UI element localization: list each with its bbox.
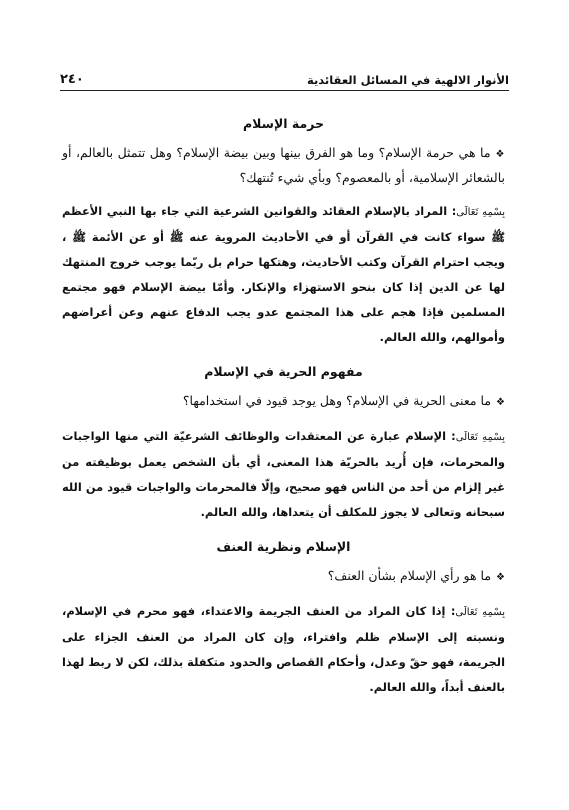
section-violence <box>62 539 505 700</box>
section-islam-sanctity <box>62 116 505 350</box>
answer-text: : المراد بالإسلام العقائد والقوانين الشرعية التي جاء بها النبي الأعظم ﷺ سواء كانت في القرآن أو في الأحاديث المروية عنه ﷺ أو عن الأئمة ﷺ ، ويجب احترام القرآن وكتب الأحاديث، وهتكها حرام بل ربّما يوجب خروج المنتهك لها عن الدين إذا كان بنحو الاستهزاء والإنكار. وأمّا بيضة الإسلام فهو مجتمع المسلمين فإذا هجم على هذا المجتمع عدو يجب الدفاع عنهم وعن أعراضهم وأموالهم، والله العالم. <box>62 204 505 344</box>
section-title: الإسلام ونظرية العنف <box>216 539 351 554</box>
question-text: ما هي حرمة الإسلام؟ وما هو الفرق بينها وبين بيضة الإسلام؟ وهل تتمثل بالعالم، أو بالشعائر الإسلامية، أو بالمعصوم؟ وبأي شيء تُنتهك؟ <box>62 145 505 185</box>
question <box>62 389 505 414</box>
answer-text: : إذا كان المراد من العنف الجريمة والاعتداء، فهو محرم في الإسلام، ونسبته إلى الإسلام ظلم وافتراء، وإن كان المراد من العنف الجزاء على الجريمة، فهو حقّ وعدل، وأحكام القصاص والحدود متكفلة بذلك، لكن لا ربط لهذا بالعنف أبداً، والله العالم. <box>62 604 505 694</box>
section-title: حرمة الإسلام <box>243 116 324 131</box>
answer <box>62 199 505 350</box>
bullet-icon: ❖ <box>496 397 505 408</box>
answer <box>62 599 505 700</box>
question-text: ما هو رأي الإسلام بشأن العنف؟ <box>327 568 492 583</box>
bullet-icon: ❖ <box>495 149 506 160</box>
page-number: ٢٤٠ <box>60 72 84 87</box>
answer-mark: بِسْمِهِ تَعَالَى <box>455 607 505 618</box>
answer-mark: بِسْمِهِ تَعَالَى <box>455 432 505 443</box>
page-content <box>62 102 505 712</box>
section-title: مفهوم الحرية في الإسلام <box>204 364 363 379</box>
section-freedom <box>62 364 505 525</box>
bullet-icon: ❖ <box>496 572 505 583</box>
answer <box>62 424 505 525</box>
question <box>62 564 505 589</box>
running-header <box>60 68 509 91</box>
question-text: ما معنى الحرية في الإسلام؟ وهل يوجد قيود في استخدامها؟ <box>182 393 492 408</box>
answer-text: : الإسلام عبارة عن المعتقدات والوظائف الشرعيّة التي منها الواجبات والمحرمات، فإن أُريد بالحريّة هذا المعنى، أي بأن الشخص يعمل بوظيفته من غير إلزام من أحد من الناس فهو صحيح، وإلّا فالمحرمات والواجبات قيود من الله سبحانه وتعالى لا يجوز للمكلف أن يتعداها، والله العالم. <box>62 429 505 519</box>
question <box>62 141 505 189</box>
book-title: الأنوار الالهية في المسائل العقائدية <box>306 73 509 87</box>
answer-mark: بِسْمِهِ تَعَالَى <box>456 207 505 218</box>
